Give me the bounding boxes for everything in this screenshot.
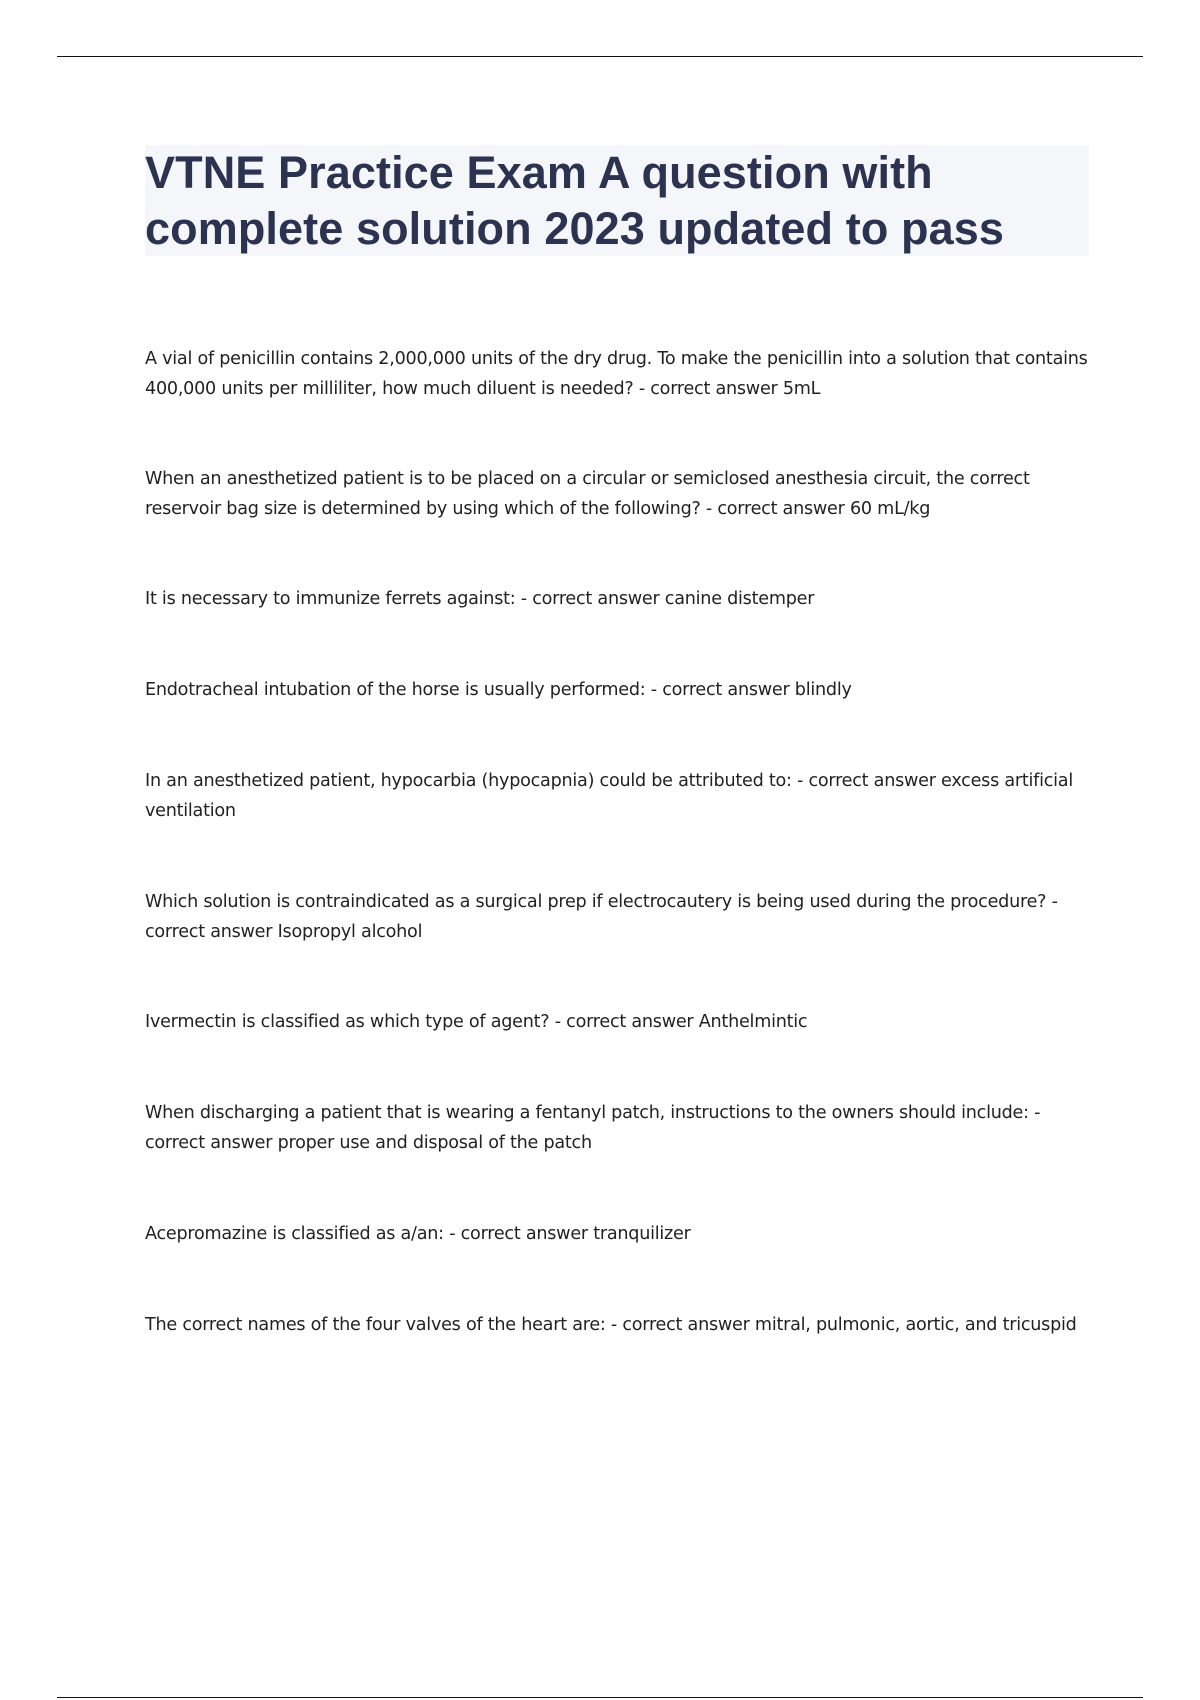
bottom-rule: [57, 1697, 1143, 1698]
qa-item-10: The correct names of the four valves of the heart are: - correct answer mitral, pulmonic, aortic, and tricuspid: [145, 1315, 1077, 1335]
qa-item-6: Which solution is contraindicated as a surgical prep if electrocautery is being used during the procedure? - correct answer Isopropyl alcohol: [145, 892, 1058, 942]
qa-item-4: Endotracheal intubation of the horse is usually performed: - correct answer blindly: [145, 680, 852, 700]
document-title: VTNE Practice Exam A question with complete solution 2023 updated to pass: [145, 147, 1004, 254]
qa-item-8: When discharging a patient that is wearing a fentanyl patch, instructions to the owners should include: - correct answer proper use and disposal of the patch: [145, 1103, 1041, 1153]
title-block: [145, 145, 1089, 256]
qa-item-7: Ivermectin is classified as which type of agent? - correct answer Anthelmintic: [145, 1012, 808, 1032]
qa-item-3: It is necessary to immunize ferrets against: - correct answer canine distemper: [145, 589, 815, 609]
qa-item-5: In an anesthetized patient, hypocarbia (hypocapnia) could be attributed to: - correct answer excess artificial ventilation: [145, 771, 1073, 821]
qa-item-1: A vial of penicillin contains 2,000,000 units of the dry drug. To make the penicillin into a solution that contains 400,000 units per milliliter, how much diluent is needed? - correct answer 5mL: [145, 349, 1088, 399]
qa-item-2: When an anesthetized patient is to be placed on a circular or semiclosed anesthesia circuit, the correct reservoir bag size is determined by using which of the following? - correct answer 60 mL/kg: [145, 469, 1030, 519]
qa-item-9: Acepromazine is classified as a/an: - correct answer tranquilizer: [145, 1224, 691, 1244]
top-rule: [57, 56, 1143, 57]
